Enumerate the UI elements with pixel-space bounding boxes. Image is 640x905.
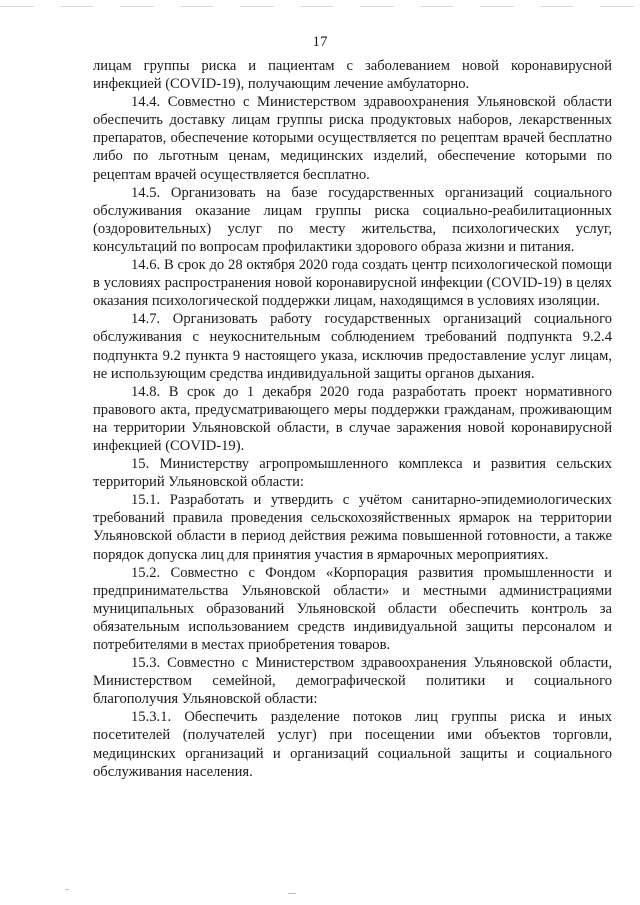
paragraph-14-4: 14.4. Совместно с Министерством здравоохранения Ульяновской области обеспечить доставку лицам группы риска продуктовых наборов, лекарственных препаратов, обеспечение которыми осуществляется по рецептам врачей бесплатно либо по льготным ценам, медицинских изделий, обеспечение которыми по рецептам врачей осуществляется бесплатно. <box>93 94 612 183</box>
scan-speck <box>65 889 69 890</box>
paragraph-14-6: 14.6. В срок до 28 октября 2020 года создать центр психологической помощи в условиях распространения новой коронавирусной инфекции (COVID-19) в целях оказания психологической поддержки лицам, находящимся в условиях изоляции. <box>93 257 612 310</box>
document-body <box>93 57 612 781</box>
paragraph-14-8: 14.8. В срок до 1 декабря 2020 года разработать проект нормативного правового акта, предусматривающего меры поддержки гражданам, проживающим на территории Ульяновской области, в случае заражения новой коронавирусной инфекцией (COVID-19). <box>93 383 612 454</box>
paragraph-14-5: 14.5. Организовать на базе государственных организаций социального обслуживания оказание лицам группы риска социально-реабилитационных (оздоровительных) услуг по месту жительства, психологических услуг, консультаций по вопросам профилактики здорового образа жизни и питания. <box>93 184 612 255</box>
paragraph-15-1: 15.1. Разработать и утвердить с учётом санитарно-эпидемиологических требований правила проведения сельскохозяйственных ярмарок на территории Ульяновской области в период действия режима повышенной готовности, а также порядок допуска лиц для принятия участия в ярмарочных мероприятиях. <box>93 492 612 563</box>
paragraph-15-3: 15.3. Совместно с Министерством здравоохранения Ульяновской области, Министерством семейной, демографической политики и социального благополучия Ульяновской области: <box>93 655 612 708</box>
scan-edge-artifact <box>0 6 640 7</box>
scan-speck <box>288 893 296 894</box>
paragraph-14-7: 14.7. Организовать работу государственных организаций социального обслуживания с неукоснительным соблюдением требований подпункта 9.2.4 подпункта 9.2 пункта 9 настоящего указа, исключив предоставление услуг лицам, не использующим средства индивидуальной защиты органов дыхания. <box>93 311 612 382</box>
paragraph-15-2: 15.2. Совместно с Фондом «Корпорация развития промышленности и предпринимательства Ульяновской области» и местными администрациями муниципальных образований Ульяновской области обеспечить контроль за обязательным использованием средств индивидуальной защиты персоналом и потребителями в местах приобретения товаров. <box>93 564 612 653</box>
paragraph-15-3-1: 15.3.1. Обеспечить разделение потоков лиц группы риска и иных посетителей (получателей услуг) при посещении ими объектов торговли, медицинских организаций и организаций социальной защиты и социального обслуживания населения. <box>93 709 612 780</box>
paragraph-continuation: лицам группы риска и пациентам с заболеванием новой коронавирусной инфекцией (COVID-19), получающим лечение амбулаторно. <box>93 58 612 93</box>
page-number: 17 <box>312 34 328 50</box>
paragraph-15: 15. Министерству агропромышленного комплекса и развития сельских территорий Ульяновской области: <box>93 456 612 491</box>
